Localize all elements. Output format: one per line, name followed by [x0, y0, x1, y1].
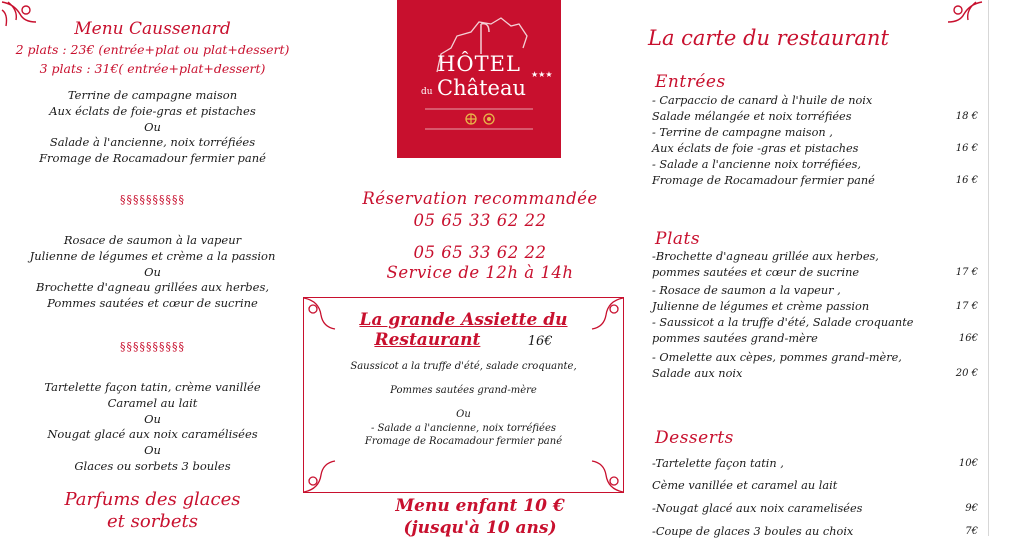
assiette-title-line2: Restaurant — [374, 330, 481, 350]
menu-starter: Ou — [144, 119, 161, 134]
carte-item-price: 16€ — [958, 333, 978, 344]
carte-item-line: -Coupe de glaces 3 boules au choix — [652, 525, 854, 538]
reservation-text: Réservation recommandée — [362, 189, 598, 208]
assiette-price: 16€ — [527, 334, 553, 349]
carte-item-price: 16 € — [955, 143, 978, 154]
carte-item-line: -Tartelette façon tatin , — [652, 457, 784, 470]
carte-item-line: - Salade a l'ancienne noix torréfiées, — [652, 158, 862, 171]
menu-caussenard-title: Menu Caussenard — [74, 19, 231, 39]
section-separator: §§§§§§§§§§ — [120, 192, 185, 206]
carte-item-line: Salade mélangée et noix torréfiées — [652, 110, 852, 123]
carte-item — [652, 524, 982, 540]
menu-dessert: Ou — [144, 411, 161, 426]
menu-dessert: Nougat glacé aux noix caramélisées — [47, 427, 258, 442]
carte-item — [652, 157, 982, 189]
page-edge-divider — [988, 0, 989, 536]
logo-stars: ★★★ — [531, 70, 553, 79]
carte-item — [652, 478, 982, 494]
menu-starter: Terrine de campagne maison — [67, 88, 238, 102]
carte-title: La carte du restaurant — [648, 26, 889, 50]
grande-assiette-box — [303, 297, 624, 493]
carte-item-line: Fromage de Rocamadour fermier pané — [652, 174, 875, 187]
carte-item-line: - Omelette aux cèpes, pommes grand-mère, — [652, 351, 902, 364]
carte-item — [652, 456, 982, 472]
section-desserts-title: Desserts — [655, 428, 734, 448]
carte-item-line: -Nougat glacé aux noix caramelisées — [652, 502, 863, 515]
assiette-line: Fromage de Rocamadour fermier pané — [364, 436, 563, 447]
phone-number: 05 65 33 62 22 — [413, 243, 547, 262]
carte-item-price: 7€ — [965, 526, 978, 537]
menu-starter: Fromage de Rocamadour fermier pané — [39, 151, 266, 166]
menu-dessert: Tartelette façon tatin, crème vanillée — [44, 379, 261, 394]
menu-enfant-age: (jusqu'à 10 ans) — [403, 518, 557, 538]
menu-main: Julienne de légumes et crème a la passion — [29, 248, 276, 263]
section-plats-title: Plats — [655, 229, 701, 249]
menu-enfant-title: Menu enfant 10 € — [395, 496, 565, 516]
menu-caussenard — [15, 18, 290, 533]
hotel-logo — [397, 0, 561, 158]
assiette-line: Pommes sautées grand-mère — [390, 385, 537, 396]
corner-ornament — [940, 0, 984, 30]
phone-number: 05 65 33 62 22 — [413, 211, 547, 230]
assiette-title-line1: La grande Assiette du — [359, 310, 568, 330]
carte-item-price: 20 € — [955, 368, 978, 379]
menu-main: Rosace de saumon à la vapeur — [63, 232, 242, 247]
carte-item-line: pommes sautées grand-mère — [652, 332, 818, 345]
menu-dessert: Glaces ou sorbets 3 boules — [74, 458, 231, 473]
corner-ornament — [586, 455, 626, 495]
menu-dessert: Ou — [144, 443, 161, 458]
carte-item — [652, 315, 982, 347]
menu-starter: Salade à l'ancienne, noix torréfiées — [49, 135, 256, 150]
logo-du: du — [421, 87, 433, 97]
service-hours: Service de 12h à 14h — [386, 263, 574, 282]
menu-main: Pommes sautées et cœur de sucrine — [47, 296, 258, 311]
carte-item-line: Cème vanillée et caramel au lait — [652, 479, 838, 492]
carte-item-price: 18 € — [955, 111, 978, 122]
menu-main: Brochette d'agneau grillées aux herbes, — [36, 280, 269, 295]
carte-item-line: Salade aux noix — [652, 367, 743, 380]
glaces-title: et sorbets — [107, 510, 198, 532]
carte-item-price: 9€ — [965, 503, 978, 514]
carte-item-price: 17 € — [955, 301, 978, 312]
carte-item — [652, 283, 982, 315]
carte-item — [652, 125, 982, 157]
carte-item-price: 10€ — [958, 458, 978, 469]
carte-item-line: Aux éclats de foie -gras et pistaches — [652, 142, 859, 155]
carte-item-price: 17 € — [955, 267, 978, 278]
crest-icon — [425, 104, 533, 130]
carte-item-line: - Terrine de campagne maison , — [652, 126, 833, 139]
assiette-line: Saussicot a la truffe d'été, salade croquante, — [350, 361, 577, 372]
section-entrees-title: Entrées — [655, 72, 726, 92]
glaces-title: Parfums des glaces — [64, 488, 241, 510]
carte-item-line: - Carpaccio de canard à l'huile de noix — [652, 94, 873, 107]
carte-item — [652, 93, 982, 125]
menu-dessert: Caramel au lait — [107, 395, 198, 410]
carte-item — [652, 350, 982, 382]
carte-item-line: -Brochette d'agneau grillée aux herbes, — [652, 250, 879, 263]
carte-item-price: 16 € — [955, 175, 978, 186]
logo-hotel: HÔTEL — [437, 52, 521, 76]
carte-item — [652, 501, 982, 517]
menu-main: Ou — [144, 264, 161, 279]
corner-ornament — [301, 455, 341, 495]
section-separator: §§§§§§§§§§ — [120, 339, 185, 353]
carte-item-line: Julienne de légumes et crème passion — [652, 300, 870, 313]
carte-item-line: - Rosace de saumon a la vapeur , — [652, 284, 841, 297]
assiette-title — [304, 310, 623, 352]
price-3-plats: 3 plats : 31€( entrée+plat+dessert) — [39, 61, 266, 76]
assiette-line: - Salade a l'ancienne, noix torréfiées — [370, 423, 557, 434]
menu-starter: Aux éclats de foie-gras et pistaches — [49, 103, 256, 118]
price-2-plats: 2 plats : 23€ (entrée+plat ou plat+dessert) — [15, 42, 290, 57]
logo-chateau: Château — [437, 76, 527, 100]
assiette-or: Ou — [456, 409, 471, 420]
carte-item — [652, 249, 982, 281]
carte-item-line: pommes sautées et cœur de sucrine — [652, 266, 860, 279]
carte-item-line: - Saussicot a la truffe d'été, Salade croquante — [652, 316, 914, 329]
